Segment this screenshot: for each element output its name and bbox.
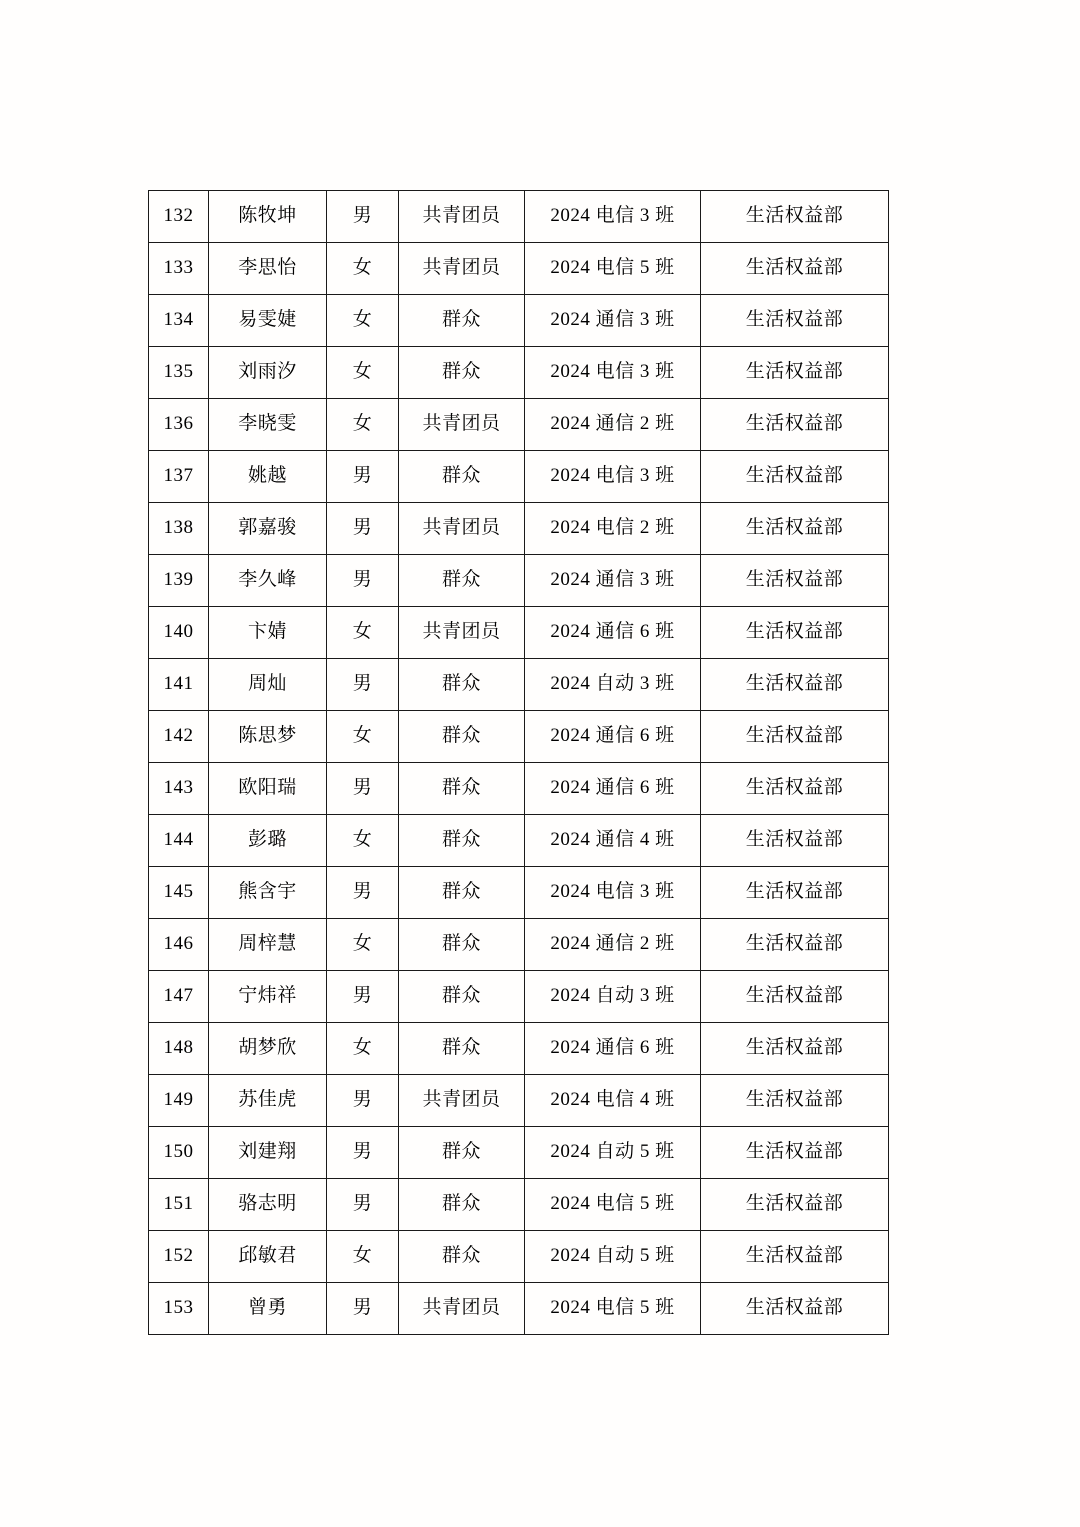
- table-row: [149, 191, 889, 243]
- row-index-cell: 134: [149, 295, 209, 347]
- roster-table-container: [148, 190, 888, 1335]
- row-gender-cell: 男: [327, 503, 399, 555]
- table-row: [149, 815, 889, 867]
- row-index-cell: 132: [149, 191, 209, 243]
- row-gender-cell: 男: [327, 1075, 399, 1127]
- row-name-cell: 陈牧坤: [209, 191, 327, 243]
- row-index-cell: 137: [149, 451, 209, 503]
- row-gender-cell: 男: [327, 971, 399, 1023]
- row-department-cell: 生活权益部: [701, 295, 889, 347]
- row-gender-cell: 男: [327, 867, 399, 919]
- row-class-cell: 2024 通信 3 班: [525, 555, 701, 607]
- row-political-status-cell: 群众: [399, 763, 525, 815]
- row-political-status-cell: 群众: [399, 711, 525, 763]
- row-department-cell: 生活权益部: [701, 1023, 889, 1075]
- row-gender-cell: 男: [327, 659, 399, 711]
- table-row: [149, 1023, 889, 1075]
- table-row: [149, 867, 889, 919]
- row-department-cell: 生活权益部: [701, 1179, 889, 1231]
- row-political-status-cell: 共青团员: [399, 191, 525, 243]
- row-class-cell: 2024 电信 5 班: [525, 1283, 701, 1335]
- row-gender-cell: 女: [327, 815, 399, 867]
- table-row: [149, 971, 889, 1023]
- row-index-cell: 151: [149, 1179, 209, 1231]
- row-class-cell: 2024 电信 2 班: [525, 503, 701, 555]
- row-index-cell: 152: [149, 1231, 209, 1283]
- row-department-cell: 生活权益部: [701, 815, 889, 867]
- row-class-cell: 2024 自动 3 班: [525, 971, 701, 1023]
- row-political-status-cell: 共青团员: [399, 399, 525, 451]
- row-class-cell: 2024 通信 3 班: [525, 295, 701, 347]
- row-name-cell: 欧阳瑞: [209, 763, 327, 815]
- row-name-cell: 刘建翔: [209, 1127, 327, 1179]
- row-index-cell: 138: [149, 503, 209, 555]
- row-class-cell: 2024 通信 6 班: [525, 1023, 701, 1075]
- row-political-status-cell: 群众: [399, 347, 525, 399]
- row-name-cell: 李久峰: [209, 555, 327, 607]
- row-department-cell: 生活权益部: [701, 191, 889, 243]
- row-class-cell: 2024 电信 3 班: [525, 347, 701, 399]
- row-gender-cell: 男: [327, 763, 399, 815]
- row-political-status-cell: 群众: [399, 555, 525, 607]
- row-class-cell: 2024 自动 3 班: [525, 659, 701, 711]
- row-class-cell: 2024 通信 6 班: [525, 607, 701, 659]
- row-gender-cell: 女: [327, 607, 399, 659]
- row-gender-cell: 女: [327, 347, 399, 399]
- row-department-cell: 生活权益部: [701, 1075, 889, 1127]
- row-gender-cell: 男: [327, 1283, 399, 1335]
- table-row: [149, 347, 889, 399]
- row-class-cell: 2024 通信 2 班: [525, 399, 701, 451]
- row-political-status-cell: 群众: [399, 919, 525, 971]
- row-class-cell: 2024 电信 3 班: [525, 191, 701, 243]
- row-index-cell: 149: [149, 1075, 209, 1127]
- row-political-status-cell: 共青团员: [399, 503, 525, 555]
- roster-table: [148, 190, 889, 1335]
- row-name-cell: 周灿: [209, 659, 327, 711]
- row-political-status-cell: 群众: [399, 867, 525, 919]
- table-row: [149, 659, 889, 711]
- table-row: [149, 451, 889, 503]
- row-gender-cell: 女: [327, 711, 399, 763]
- row-name-cell: 李晓雯: [209, 399, 327, 451]
- row-class-cell: 2024 电信 5 班: [525, 243, 701, 295]
- row-gender-cell: 男: [327, 191, 399, 243]
- table-row: [149, 1231, 889, 1283]
- row-name-cell: 邱敏君: [209, 1231, 327, 1283]
- row-gender-cell: 男: [327, 555, 399, 607]
- row-name-cell: 胡梦欣: [209, 1023, 327, 1075]
- row-department-cell: 生活权益部: [701, 1231, 889, 1283]
- row-name-cell: 周梓慧: [209, 919, 327, 971]
- row-class-cell: 2024 自动 5 班: [525, 1127, 701, 1179]
- row-class-cell: 2024 电信 3 班: [525, 451, 701, 503]
- roster-table-body: [149, 191, 889, 1335]
- row-department-cell: 生活权益部: [701, 347, 889, 399]
- row-gender-cell: 男: [327, 1179, 399, 1231]
- row-department-cell: 生活权益部: [701, 763, 889, 815]
- row-index-cell: 133: [149, 243, 209, 295]
- row-index-cell: 145: [149, 867, 209, 919]
- row-name-cell: 曾勇: [209, 1283, 327, 1335]
- table-row: [149, 1283, 889, 1335]
- row-department-cell: 生活权益部: [701, 659, 889, 711]
- table-row: [149, 711, 889, 763]
- row-index-cell: 139: [149, 555, 209, 607]
- row-gender-cell: 女: [327, 1231, 399, 1283]
- row-political-status-cell: 群众: [399, 295, 525, 347]
- row-name-cell: 郭嘉骏: [209, 503, 327, 555]
- row-index-cell: 141: [149, 659, 209, 711]
- row-index-cell: 140: [149, 607, 209, 659]
- row-department-cell: 生活权益部: [701, 1283, 889, 1335]
- row-political-status-cell: 群众: [399, 815, 525, 867]
- row-political-status-cell: 群众: [399, 1023, 525, 1075]
- table-row: [149, 503, 889, 555]
- row-political-status-cell: 群众: [399, 659, 525, 711]
- row-political-status-cell: 群众: [399, 1127, 525, 1179]
- row-political-status-cell: 群众: [399, 971, 525, 1023]
- table-row: [149, 919, 889, 971]
- row-class-cell: 2024 电信 3 班: [525, 867, 701, 919]
- row-gender-cell: 女: [327, 919, 399, 971]
- row-name-cell: 骆志明: [209, 1179, 327, 1231]
- row-political-status-cell: 共青团员: [399, 1283, 525, 1335]
- table-row: [149, 555, 889, 607]
- row-department-cell: 生活权益部: [701, 555, 889, 607]
- row-name-cell: 易雯婕: [209, 295, 327, 347]
- row-political-status-cell: 群众: [399, 1231, 525, 1283]
- row-index-cell: 150: [149, 1127, 209, 1179]
- row-class-cell: 2024 通信 2 班: [525, 919, 701, 971]
- row-index-cell: 135: [149, 347, 209, 399]
- row-political-status-cell: 群众: [399, 451, 525, 503]
- row-department-cell: 生活权益部: [701, 919, 889, 971]
- row-index-cell: 147: [149, 971, 209, 1023]
- table-row: [149, 1127, 889, 1179]
- row-department-cell: 生活权益部: [701, 451, 889, 503]
- row-department-cell: 生活权益部: [701, 711, 889, 763]
- table-row: [149, 763, 889, 815]
- row-name-cell: 陈思梦: [209, 711, 327, 763]
- table-row: [149, 1179, 889, 1231]
- row-index-cell: 148: [149, 1023, 209, 1075]
- row-department-cell: 生活权益部: [701, 867, 889, 919]
- row-name-cell: 姚越: [209, 451, 327, 503]
- row-political-status-cell: 共青团员: [399, 1075, 525, 1127]
- row-name-cell: 刘雨汐: [209, 347, 327, 399]
- row-department-cell: 生活权益部: [701, 607, 889, 659]
- row-class-cell: 2024 通信 4 班: [525, 815, 701, 867]
- row-name-cell: 卞婧: [209, 607, 327, 659]
- row-class-cell: 2024 自动 5 班: [525, 1231, 701, 1283]
- row-gender-cell: 女: [327, 1023, 399, 1075]
- row-name-cell: 苏佳虎: [209, 1075, 327, 1127]
- row-department-cell: 生活权益部: [701, 1127, 889, 1179]
- row-department-cell: 生活权益部: [701, 503, 889, 555]
- row-gender-cell: 男: [327, 1127, 399, 1179]
- table-row: [149, 607, 889, 659]
- row-department-cell: 生活权益部: [701, 243, 889, 295]
- row-name-cell: 宁炜祥: [209, 971, 327, 1023]
- table-row: [149, 1075, 889, 1127]
- row-gender-cell: 女: [327, 399, 399, 451]
- row-index-cell: 143: [149, 763, 209, 815]
- row-index-cell: 153: [149, 1283, 209, 1335]
- row-political-status-cell: 共青团员: [399, 607, 525, 659]
- row-department-cell: 生活权益部: [701, 971, 889, 1023]
- row-gender-cell: 女: [327, 243, 399, 295]
- row-index-cell: 144: [149, 815, 209, 867]
- row-department-cell: 生活权益部: [701, 399, 889, 451]
- table-row: [149, 295, 889, 347]
- row-class-cell: 2024 电信 5 班: [525, 1179, 701, 1231]
- row-index-cell: 142: [149, 711, 209, 763]
- row-gender-cell: 男: [327, 451, 399, 503]
- row-class-cell: 2024 通信 6 班: [525, 711, 701, 763]
- row-class-cell: 2024 通信 6 班: [525, 763, 701, 815]
- row-name-cell: 彭璐: [209, 815, 327, 867]
- table-row: [149, 399, 889, 451]
- row-political-status-cell: 共青团员: [399, 243, 525, 295]
- row-political-status-cell: 群众: [399, 1179, 525, 1231]
- row-name-cell: 李思怡: [209, 243, 327, 295]
- row-name-cell: 熊含宇: [209, 867, 327, 919]
- row-index-cell: 146: [149, 919, 209, 971]
- row-class-cell: 2024 电信 4 班: [525, 1075, 701, 1127]
- row-gender-cell: 女: [327, 295, 399, 347]
- row-index-cell: 136: [149, 399, 209, 451]
- table-row: [149, 243, 889, 295]
